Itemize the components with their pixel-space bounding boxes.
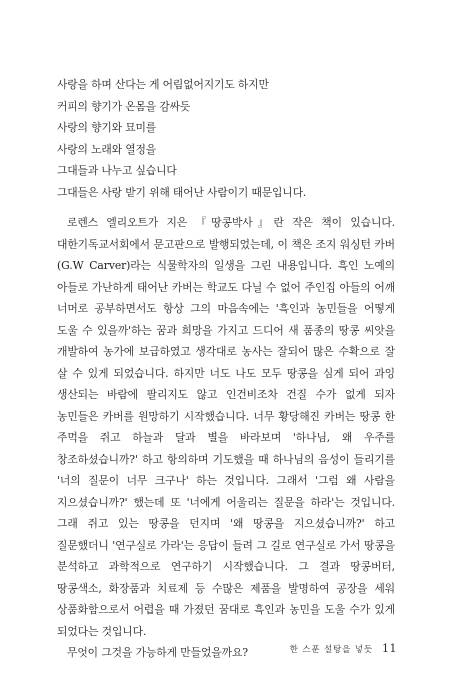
page-number: 11 [382, 642, 397, 655]
poem-line-5: 그대들과 나누고 싶습니다 [57, 164, 177, 177]
poem-block [57, 74, 407, 203]
poem-line-1: 사랑을 하며 산다는 게 어림없어지기도 하지만 [57, 78, 269, 91]
poem-line-6: 그대들은 사랑 받기 위해 태어난 사람이기 때문입니다. [57, 185, 307, 199]
page-footer [290, 642, 397, 655]
running-title: 한 스푼 설탕을 넣듯 [289, 645, 373, 655]
poem-line-3: 사랑의 향기와 묘미를 [57, 121, 157, 134]
main-text-block [57, 212, 395, 664]
paragraph-2: 무엇이 그것을 가능하게 만들었을까요? [67, 646, 248, 659]
poem-line-2: 커피의 향기가 온몸을 감싸듯 [57, 99, 191, 113]
poem-line-4: 사랑의 노래와 열정을 [57, 142, 157, 156]
paragraph-1: 로렌스 엘리오트가 지은 『땅콩박사』란 작은 책이 있습니다. 대한기독교서회에서 문고판으로 발행되었는데, 이 책은 조지 워싱턴 카버(G.W Carver)라는 식물학자의 일생을 그린 내용입니다. 흑인 노예의 아들로 가난하게 태어난 카버는 학교도 다닐 수 없어 주인집 아들의 어깨 너머로 공부하면서도 항상 그의 마음속에는 '흑인과 농민들을 어떻게 도울 수 있을까'하는 꿈과 희망을 가지고 드디어 새 품종의 땅콩 씨앗을 개발하여 농가에 보급하였고 생각대로 농사는 잘되어 많은 수확으로 잘 살 수 있게 되었습니다. 하지만 너도 나도 모두 땅콩을 심게 되어 과잉 생산되는 바람에 팔리지도 않고 인건비조차 건질 수가 없게 되자 농민들은 카버를 원망하기 시작했습니다. 너무 황당해진 카버는 땅콩 한 주먹을 쥐고 하늘과 달과 별을 바라보며 '하나님, 왜 우주를 창조하셨습니까?' 하고 항의하며 기도했을 때 하나님의 음성이 들리기를 '너의 질문이 너무 크구나' 하는 것입니다. 그래서 '그럼 왜 사람을 지으셨습니까?' 했는데 또 '너에게 어울리는 질문을 하라'는 것입니다. 그래 쥐고 있는 땅콩을 던지며 '왜 땅콩을 지으셨습니까?' 하고 질문했더니 '연구실로 가라'는 응답이 들려 그 길로 연구실로 가서 땅콩을 분석하고 과학적으로 연구하기 시작했습니다. 그 결과 땅콩버터, 땅콩색소, 화장품과 치료제 등 수많은 제품을 발명하여 공장을 세워 상품화함으로서 어렵을 때 가졌던 꿈대로 흑인과 농민을 도울 수가 있게 되었다는 것입니다. [57, 216, 395, 638]
